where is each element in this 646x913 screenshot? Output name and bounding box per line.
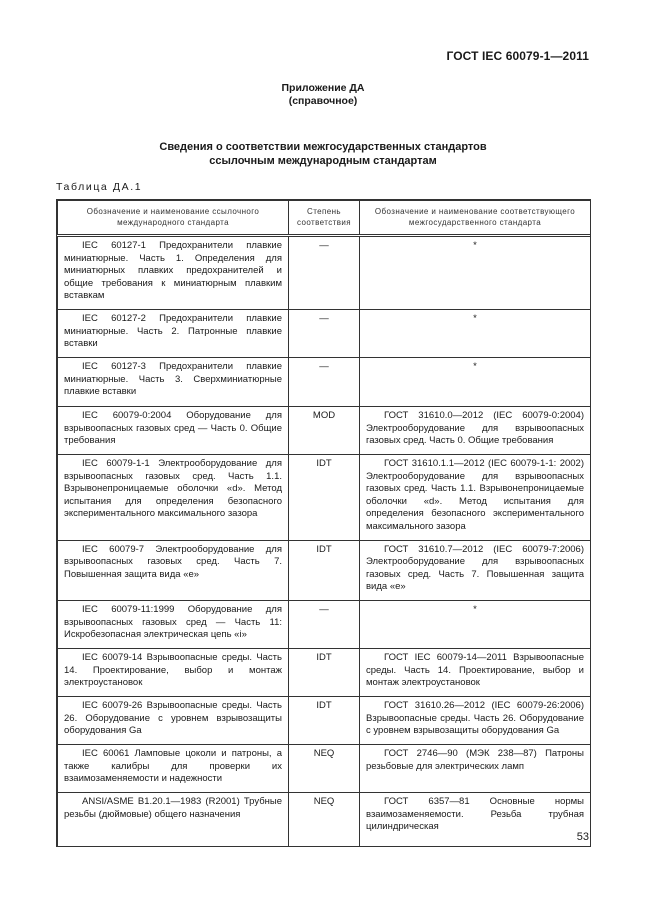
cell-degree: —	[289, 600, 360, 648]
cell-degree: IDT	[289, 696, 360, 744]
cell-degree: —	[289, 309, 360, 357]
cell-international-standard: IEC 60079-0:2004 Оборудование для взрывоопасных газовых сред — Часть 0. Общие требования	[58, 406, 289, 454]
cell-international-standard: IEC 60079-7 Электрооборудование для взрывоопасных газовых сред. Часть 7. Повышенная защита вида «е»	[58, 540, 289, 600]
correspondence-table	[56, 199, 591, 847]
table-header-row	[58, 201, 591, 236]
cell-national-standard: ГОСТ 31610.1.1—2012 (IEC 60079-1-1: 2002) Электрооборудование для взрывоопасных газовых сред. Часть 1.1. Взрывонепроницаемые оболочки «d». Метод испытания для определения безопасного экспериментального максимального зазора	[360, 454, 591, 540]
cell-international-standard: IEC 60079-14 Взрывоопасные среды. Часть 14. Проектирование, выбор и монтаж электроустановок	[58, 648, 289, 696]
cell-national-standard: ГОСТ 31610.0—2012 (IEC 60079-0:2004) Электрооборудование для взрывоопасных газовых сред. Часть 0. Общие требования	[360, 406, 591, 454]
cell-degree: —	[289, 236, 360, 310]
cell-degree: IDT	[289, 540, 360, 600]
cell-degree: IDT	[289, 454, 360, 540]
cell-international-standard: IEC 60127-1 Предохранители плавкие миниатюрные. Часть 1. Определения для миниатюрных плавких предохранителей и общие требования к миниатюрным плавким вставкам	[58, 236, 289, 310]
header-degree: Степень соответствия	[289, 201, 360, 236]
cell-international-standard: IEC 60127-2 Предохранители плавкие миниатюрные. Часть 2. Патронные плавкие вставки	[58, 309, 289, 357]
cell-international-standard: IEC 60079-11:1999 Оборудование для взрывоопасных газовых сред — Часть 11: Искробезопасная электрическая цепь «i»	[58, 600, 289, 648]
table-row	[58, 236, 591, 310]
table-label: Таблица ДА.1	[56, 181, 143, 193]
table-row	[58, 540, 591, 600]
table-row	[58, 357, 591, 406]
header-national-standard: Обозначение и наименование соответствующего межгосударственного стандарта	[360, 201, 591, 236]
cell-international-standard: ANSI/ASME B1.20.1—1983 (R2001) Трубные резьбы (дюймовые) общего назначения	[58, 792, 289, 845]
table-row	[58, 744, 591, 792]
annex-title: Приложение ДА	[281, 82, 365, 94]
annex-subtitle: (справочное)	[288, 95, 358, 107]
table-row	[58, 406, 591, 454]
cell-degree: MOD	[289, 406, 360, 454]
cell-degree: NEQ	[289, 792, 360, 845]
cell-national-standard: ГОСТ 2746—90 (МЭК 238—87) Патроны резьбовые для электрических ламп	[360, 744, 591, 792]
standards-table	[57, 200, 591, 846]
table-row	[58, 648, 591, 696]
cell-international-standard: IEC 60061 Ламповые цоколи и патроны, а также калибры для проверки их взаимозаменяемости и надежности	[58, 744, 289, 792]
cell-national-standard: *	[360, 600, 591, 648]
page-number: 53	[576, 831, 589, 843]
cell-national-standard: ГОСТ 31610.7—2012 (IEC 60079-7:2006) Электрооборудование для взрывоопасных газовых сред. Часть 7. Повышенная защита вида «е»	[360, 540, 591, 600]
section-title	[0, 140, 646, 168]
cell-international-standard: IEC 60127-3 Предохранители плавкие миниатюрные. Часть 3. Сверхминиатюрные плавкие вставки	[58, 357, 289, 406]
cell-national-standard: ГОСТ IEC 60079-14—2011 Взрывоопасные среды. Часть 14. Проектирование, выбор и монтаж электроустановок	[360, 648, 591, 696]
cell-degree: —	[289, 357, 360, 406]
header-international-standard: Обозначение и наименование ссылочного международного стандарта	[58, 201, 289, 236]
cell-degree: IDT	[289, 648, 360, 696]
table-row	[58, 600, 591, 648]
cell-degree: NEQ	[289, 744, 360, 792]
section-title-line-2: ссылочным международным стандартам	[209, 155, 437, 167]
cell-national-standard: ГОСТ 6357—81 Основные нормы взаимозаменяемости. Резьба трубная цилиндрическая	[360, 792, 591, 845]
annex-heading	[0, 82, 646, 108]
table-row	[58, 696, 591, 744]
table-row	[58, 792, 591, 845]
cell-national-standard: *	[360, 309, 591, 357]
document-code: ГОСТ IEC 60079-1—2011	[446, 49, 589, 63]
cell-national-standard: *	[360, 357, 591, 406]
cell-international-standard: IEC 60079-1-1 Электрооборудование для взрывоопасных газовых сред. Часть 1.1. Взрывонепроницаемые оболочки «d». Метод испытания для определения безопасного экспериментального максимального зазора	[58, 454, 289, 540]
cell-national-standard: ГОСТ 31610.26—2012 (IEC 60079-26:2006) Взрывоопасные среды. Часть 26. Оборудование с уровнем взрывозащиты оборудования Ga	[360, 696, 591, 744]
section-title-line-1: Сведения о соответствии межгосударственных стандартов	[159, 141, 487, 153]
cell-international-standard: IEC 60079-26 Взрывоопасные среды. Часть 26. Оборудование с уровнем взрывозащиты оборудования Ga	[58, 696, 289, 744]
table-row	[58, 309, 591, 357]
table-row	[58, 454, 591, 540]
cell-national-standard: *	[360, 236, 591, 310]
